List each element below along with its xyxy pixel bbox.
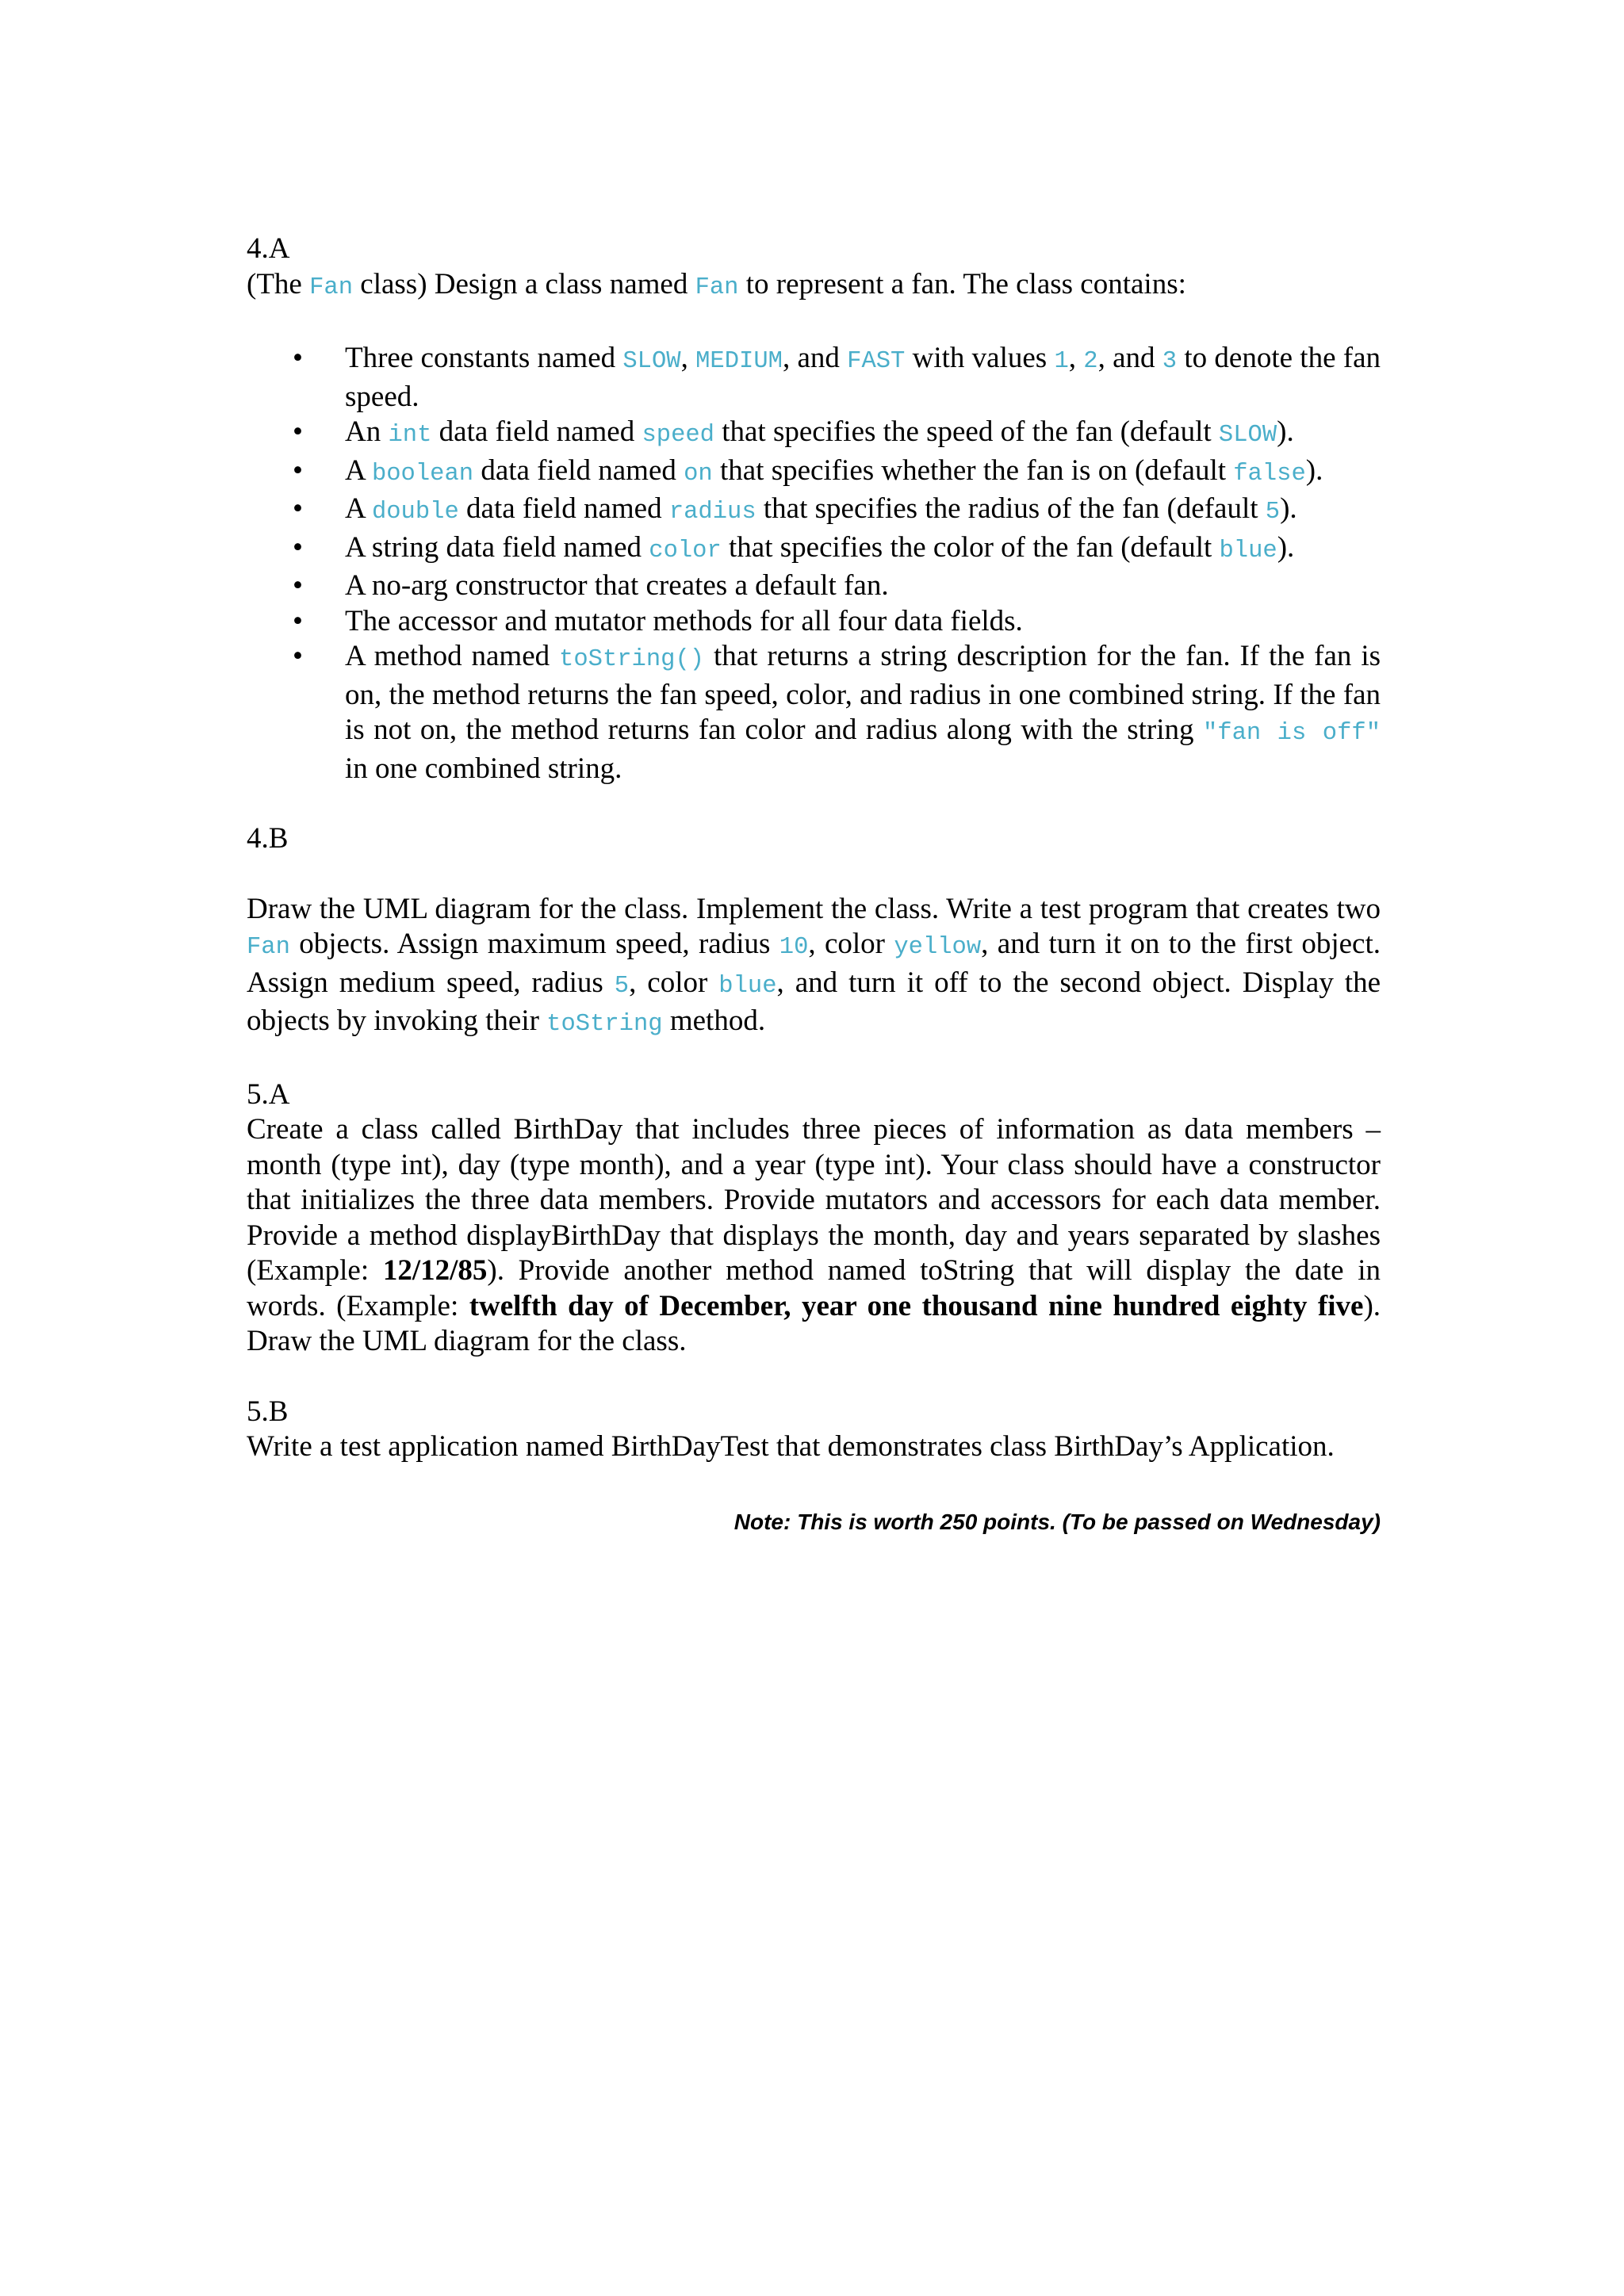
text: that returns a string description for the fan. If the fan is on, the method returns the fan speed, color, and radius in one combined string. If the fan is not on, the method returns fan color and radius along with the string — [345, 640, 1381, 746]
code-double: double — [371, 499, 459, 526]
text: class) Design a class named — [353, 267, 695, 300]
text: ). Provide another method named toString that will display the date in words. (Example: — [247, 1254, 1381, 1322]
text: , color — [629, 966, 719, 999]
bullet-icon: • — [293, 415, 303, 448]
list-item-on — [247, 453, 1381, 492]
code-value-5: 5 — [614, 972, 630, 1000]
text: The accessor and mutator methods for all four data fields. — [345, 604, 1023, 637]
text: with values — [905, 342, 1055, 374]
code-tostring: toString — [546, 1011, 663, 1038]
text: in one combined string. — [345, 752, 622, 785]
example-date: 12/12/85 — [382, 1254, 488, 1287]
list-item-radius — [247, 492, 1381, 530]
intro-4a — [247, 267, 1381, 306]
text: , — [680, 342, 696, 374]
code-color: color — [649, 537, 722, 564]
text: Draw the UML diagram for the class. Implement the class. Write a test program that creates two — [247, 892, 1381, 925]
code-value-1: 1 — [1054, 348, 1069, 375]
code-blue: blue — [1219, 537, 1277, 564]
text: that specifies the speed of the fan (default — [714, 415, 1219, 448]
text: that specifies whether the fan is on (default — [712, 453, 1234, 487]
text: A — [345, 492, 372, 525]
code-slow: SLOW — [622, 348, 681, 375]
body-5b: Write a test application named BirthDayTest that demonstrates class BirthDay’s Application. — [247, 1430, 1335, 1463]
heading-4b: 4.B — [247, 822, 289, 855]
code-on: on — [684, 460, 713, 488]
text: (The — [247, 267, 310, 300]
text: ). Draw the UML diagram for the class. — [247, 1289, 1381, 1357]
code-slow: SLOW — [1218, 422, 1277, 449]
text: ). — [1277, 415, 1294, 448]
code-value-5: 5 — [1265, 499, 1281, 526]
text: , and turn it off to the second object. Display the objects by invoking their — [247, 966, 1381, 1037]
body-4b — [247, 892, 1381, 1043]
text: data field named — [458, 492, 669, 525]
text: , color — [808, 928, 894, 960]
text: that specifies the radius of the fan (default — [756, 492, 1266, 525]
code-value-3: 3 — [1162, 348, 1178, 375]
code-medium: MEDIUM — [695, 348, 783, 375]
text: A no-arg constructor that creates a default fan. — [345, 569, 889, 602]
bullet-icon: • — [293, 492, 303, 525]
bullet-icon: • — [293, 530, 303, 564]
document-page — [247, 232, 1381, 1560]
text: data field named — [431, 415, 642, 448]
code-false: false — [1233, 460, 1306, 488]
bullet-icon: • — [293, 453, 303, 487]
text: An — [345, 415, 389, 448]
text: Create a class called BirthDay that includes three pieces of information as data members – month (type int), day (type month), and a year (type int). Your class should have a constructor that initializes the three data members. Provide mutators and accessors for each data member. Provide a method displayBirthDay that displays the month, day and years separated by slashes (Example: — [247, 1113, 1381, 1287]
code-fast: FAST — [847, 348, 906, 375]
text: objects. Assign maximum speed, radius — [289, 928, 779, 960]
code-fan-is-off: "fan is off" — [1202, 720, 1381, 747]
code-value-2: 2 — [1083, 348, 1098, 375]
code-fan: Fan — [247, 934, 290, 961]
text: , and turn it on to the first object. Assign medium speed, radius — [247, 928, 1381, 999]
list-item-accessors — [247, 604, 1381, 640]
code-value-10: 10 — [779, 934, 809, 961]
bullet-icon: • — [293, 569, 303, 602]
example-date-words: twelfth day of December, year one thousand nine hundred eighty five — [469, 1289, 1364, 1322]
list-item-speed — [247, 415, 1381, 453]
bullet-icon: • — [293, 640, 303, 672]
text: A string data field named — [345, 530, 649, 564]
text: ). — [1277, 530, 1295, 564]
text: , — [1068, 342, 1084, 374]
text: to represent a fan. The class contains: — [738, 267, 1186, 300]
code-tostring: toString() — [559, 646, 705, 673]
code-speed: speed — [642, 422, 714, 449]
list-item-constructor — [247, 568, 1381, 604]
text: A — [345, 453, 372, 487]
text: ). — [1280, 492, 1297, 525]
fan-class-requirements-list — [247, 341, 1381, 786]
code-yellow: yellow — [894, 934, 982, 961]
text: A method named — [345, 640, 560, 672]
text: data field named — [473, 453, 684, 487]
note-points: Note: This is worth 250 points. (To be passed on Wednesday) — [733, 1509, 1381, 1534]
text: , and — [1097, 342, 1162, 374]
text: that specifies the color of the fan (default — [721, 530, 1220, 564]
code-int: int — [388, 422, 432, 449]
bullet-icon: • — [293, 604, 303, 637]
text: Three constants named — [345, 342, 623, 374]
list-item-constants — [247, 341, 1381, 415]
list-item-tostring — [247, 639, 1381, 786]
code-boolean: boolean — [371, 460, 474, 488]
code-fan: Fan — [695, 274, 739, 301]
text: to denote the fan speed. — [345, 342, 1381, 413]
list-item-color — [247, 530, 1381, 569]
code-blue: blue — [718, 972, 777, 1000]
body-5a — [247, 1112, 1381, 1360]
text: method. — [662, 1004, 766, 1037]
text: , and — [782, 342, 848, 374]
text: ). — [1305, 453, 1323, 487]
heading-5b: 5.B — [247, 1395, 289, 1428]
bullet-icon: • — [293, 342, 303, 374]
heading-4a: 4.A — [247, 232, 290, 265]
code-radius: radius — [668, 499, 756, 526]
code-fan: Fan — [309, 274, 354, 301]
heading-5a: 5.A — [247, 1077, 290, 1111]
